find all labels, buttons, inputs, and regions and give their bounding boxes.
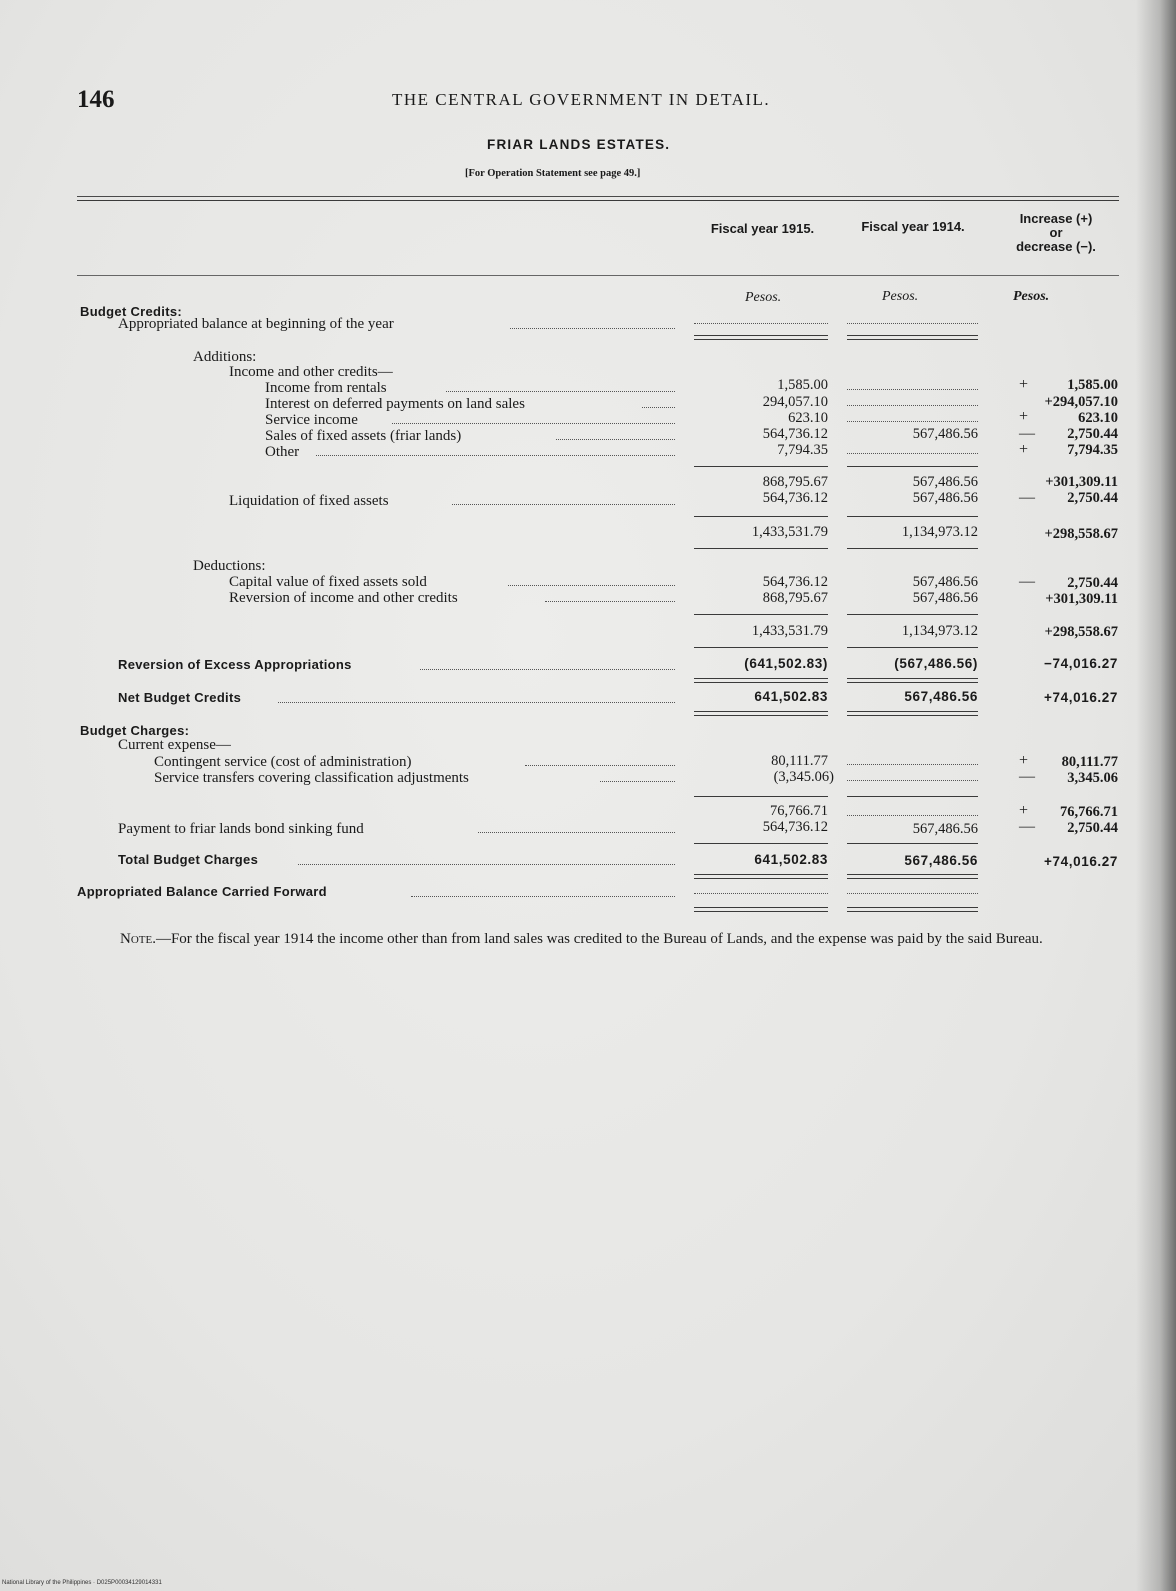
- total-rule: [694, 843, 828, 844]
- reversion-income-fy1914: 567,486.56: [912, 590, 978, 606]
- double-rule: [847, 911, 978, 912]
- transfers-fy1915: (3,345.06): [773, 769, 834, 785]
- footnote: [77, 931, 1121, 947]
- units-fy1915: Pesos.: [745, 290, 782, 305]
- service-transfers-label: Service transfers covering classification adjustments: [154, 770, 469, 786]
- liquidation-change: 2,750.44: [1067, 490, 1118, 506]
- total-rule: [847, 647, 978, 648]
- leader-dots: [316, 455, 675, 456]
- capital-value-sign: —: [1019, 573, 1035, 590]
- leader-dots: [510, 328, 675, 329]
- liquidation-fy1915: 564,736.12: [762, 490, 828, 506]
- other-sign: +: [1019, 441, 1029, 458]
- net-budget-credits-change: +74,016.27: [1044, 690, 1118, 705]
- subtotal-rule: [847, 796, 978, 797]
- double-rule: [694, 339, 828, 340]
- total-charges-change: +74,016.27: [1044, 854, 1118, 869]
- total-rule: [847, 548, 978, 549]
- total-additions-fy1915: 1,433,531.79: [751, 524, 828, 540]
- sales-fy1914: 567,486.56: [912, 426, 978, 442]
- appropriated-carried-label: Appropriated Balance Carried Forward: [77, 884, 327, 899]
- reversion-income-change: +301,309.11: [1045, 591, 1118, 607]
- total-charges-fy1915: 641,502.83: [754, 852, 828, 867]
- blank-fy1915: [694, 893, 828, 894]
- running-head: THE CENTRAL GOVERNMENT IN DETAIL.: [392, 90, 771, 109]
- sinking-fund-fy1914: 567,486.56: [912, 821, 978, 837]
- payment-sinking-fund-label: Payment to friar lands bond sinking fund: [118, 821, 364, 837]
- leader-dots: [478, 832, 675, 833]
- subtotal-income-fy1914: 567,486.56: [912, 474, 978, 490]
- blank-fy1914: [847, 764, 978, 765]
- capital-value-change: 2,750.44: [1067, 575, 1118, 591]
- interest-change: +294,057.10: [1044, 394, 1118, 410]
- capital-value-fy1915: 564,736.12: [762, 574, 828, 590]
- deductions-heading: Deductions:: [193, 558, 266, 574]
- subtotal-rule: [847, 516, 978, 517]
- liquidation-fy1914: 567,486.56: [912, 490, 978, 506]
- blank-fy1914: [847, 780, 978, 781]
- interest-deferred-label: Interest on deferred payments on land sales: [265, 396, 525, 412]
- transfers-change: 3,345.06: [1067, 770, 1118, 786]
- subtotal-current-fy1915: 76,766.71: [770, 803, 828, 819]
- leader-dots: [642, 407, 675, 408]
- other-fy1915: 7,794.35: [777, 442, 828, 458]
- leader-dots: [556, 439, 675, 440]
- double-rule: [694, 335, 828, 336]
- leader-dots: [392, 423, 675, 424]
- footnote-text: —For the fiscal year 1914 the income other than from land sales was credited to the Bureau of Lands, and the expense was paid by the said Bureau.: [155, 931, 1043, 947]
- contingent-change: 80,111.77: [1061, 754, 1118, 770]
- double-rule: [847, 715, 978, 716]
- total-additions-change: +298,558.67: [1044, 526, 1118, 542]
- double-rule: [694, 678, 828, 679]
- rentals-sign: +: [1019, 376, 1029, 393]
- blank-fy1914: [847, 893, 978, 894]
- column-header-change: [992, 212, 1120, 254]
- subtotal-income-fy1915: 868,795.67: [762, 474, 828, 490]
- reversion-income-fy1915: 868,795.67: [762, 590, 828, 606]
- leader-dots: [446, 391, 675, 392]
- blank-fy1914: [847, 815, 978, 816]
- page-number: 146: [77, 86, 115, 113]
- blank-fy1914: [847, 453, 978, 454]
- leader-dots: [298, 864, 675, 865]
- subtotal-rule: [847, 614, 978, 615]
- contingent-service-label: Contingent service (cost of administration): [154, 754, 412, 770]
- reversion-excess-fy1914: (567,486.56): [894, 656, 978, 671]
- subtotal-rule: [847, 466, 978, 467]
- reversion-income-label: Reversion of income and other credits: [229, 590, 458, 606]
- blank-fy1914: [847, 389, 978, 390]
- reversion-excess-change: −74,016.27: [1044, 656, 1118, 671]
- service-sign: +: [1019, 408, 1029, 425]
- net-budget-credits-fy1914: 567,486.56: [904, 689, 978, 704]
- current-expense-heading: Current expense—: [118, 737, 231, 753]
- units-change: Pesos.: [1013, 289, 1050, 304]
- change-header-line1: Increase (+): [1019, 211, 1093, 226]
- total-rule: [694, 548, 828, 549]
- net-budget-credits-fy1915: 641,502.83: [754, 689, 828, 704]
- scan-footer: National Library of the Philippines · D025P00034129014331: [2, 1580, 162, 1586]
- subtotal-current-change: 76,766.71: [1060, 804, 1118, 820]
- sales-sign: —: [1019, 425, 1035, 442]
- income-credits-heading: Income and other credits—: [229, 364, 393, 380]
- sinking-fund-fy1915: 564,736.12: [762, 819, 828, 835]
- other-label: Other: [265, 444, 300, 460]
- leader-dots: [452, 504, 675, 505]
- service-change: 623.10: [1078, 410, 1118, 426]
- subtotal-rule: [694, 796, 828, 797]
- double-rule: [694, 682, 828, 683]
- rentals-fy1915: 1,585.00: [777, 377, 828, 393]
- contingent-sign: +: [1019, 752, 1029, 769]
- double-rule: [847, 874, 978, 875]
- table-top-rule: [77, 196, 1119, 197]
- units-fy1914: Pesos.: [882, 289, 919, 304]
- interest-fy1915: 294,057.10: [762, 394, 828, 410]
- blank-fy1915: [694, 323, 828, 324]
- change-header-line3: decrease (−).: [1016, 239, 1096, 254]
- total-budget-charges-label: Total Budget Charges: [118, 852, 259, 867]
- leader-dots: [508, 585, 675, 586]
- other-change: 7,794.35: [1067, 442, 1118, 458]
- total-additions-fy1914: 1,134,973.12: [901, 524, 978, 540]
- capital-value-fy1914: 567,486.56: [912, 574, 978, 590]
- budget-credits-heading: Budget Credits:: [80, 304, 182, 319]
- sales-fixed-assets-label: Sales of fixed assets (friar lands): [265, 428, 462, 444]
- sinking-fund-sign: —: [1019, 818, 1035, 835]
- contingent-fy1915: 80,111.77: [771, 753, 828, 769]
- capital-value-label: Capital value of fixed assets sold: [229, 574, 427, 590]
- sales-fy1915: 564,736.12: [762, 426, 828, 442]
- transfers-sign: —: [1019, 768, 1035, 785]
- budget-charges-heading: Budget Charges:: [80, 723, 190, 738]
- subtotal-rule: [694, 466, 828, 467]
- double-rule: [847, 682, 978, 683]
- subtotal-rule: [694, 614, 828, 615]
- income-rentals-label: Income from rentals: [265, 380, 387, 396]
- page-edge-shadow: [1136, 0, 1176, 1591]
- sinking-fund-change: 2,750.44: [1067, 820, 1118, 836]
- reversion-excess-label: Reversion of Excess Appropriations: [118, 657, 352, 672]
- subtotal-rule: [694, 516, 828, 517]
- double-rule: [694, 878, 828, 879]
- column-header-fy1915: Fiscal year 1915.: [710, 221, 815, 236]
- blank-fy1914: [847, 405, 978, 406]
- reversion-excess-fy1915: (641,502.83): [744, 656, 828, 671]
- footnote-lead: Note.: [120, 931, 156, 947]
- leader-dots: [600, 781, 675, 782]
- additions-heading: Additions:: [193, 349, 257, 365]
- change-header-line2: or: [1049, 225, 1063, 240]
- liquidation-label: Liquidation of fixed assets: [229, 493, 389, 509]
- leader-dots: [278, 702, 675, 703]
- leader-dots: [545, 601, 675, 602]
- column-header-fy1914: Fiscal year 1914.: [861, 219, 965, 234]
- double-rule: [847, 678, 978, 679]
- service-fy1915: 623.10: [788, 410, 828, 426]
- appropriated-balance-label: Appropriated balance at beginning of the year: [118, 316, 394, 332]
- subtitle: [For Operation Statement see page 49.]: [465, 168, 641, 179]
- double-rule: [694, 711, 828, 712]
- liquidation-sign: —: [1019, 489, 1035, 506]
- rentals-change: 1,585.00: [1067, 377, 1118, 393]
- leader-dots: [525, 765, 675, 766]
- header-bottom-rule: [77, 275, 1119, 276]
- total-deductions-fy1915: 1,433,531.79: [751, 623, 828, 639]
- subtotal-income-change: +301,309.11: [1045, 474, 1118, 490]
- total-deductions-fy1914: 1,134,973.12: [901, 623, 978, 639]
- leader-dots: [420, 669, 675, 670]
- blank-fy1914: [847, 421, 978, 422]
- total-rule: [847, 843, 978, 844]
- service-income-label: Service income: [265, 412, 358, 428]
- subtotal-current-sign: +: [1019, 802, 1029, 819]
- double-rule: [694, 907, 828, 908]
- table-top-rule-2: [77, 200, 1119, 201]
- double-rule: [847, 335, 978, 336]
- blank-fy1914: [847, 323, 978, 324]
- double-rule: [847, 339, 978, 340]
- total-deductions-change: +298,558.67: [1044, 624, 1118, 640]
- double-rule: [847, 907, 978, 908]
- double-rule: [694, 715, 828, 716]
- double-rule: [847, 711, 978, 712]
- sales-change: 2,750.44: [1067, 426, 1118, 442]
- total-charges-fy1914: 567,486.56: [904, 853, 978, 868]
- double-rule: [694, 911, 828, 912]
- total-rule: [694, 647, 828, 648]
- net-budget-credits-label: Net Budget Credits: [118, 690, 242, 705]
- leader-dots: [411, 896, 675, 897]
- double-rule: [847, 878, 978, 879]
- double-rule: [694, 874, 828, 875]
- section-title: FRIAR LANDS ESTATES.: [487, 137, 671, 152]
